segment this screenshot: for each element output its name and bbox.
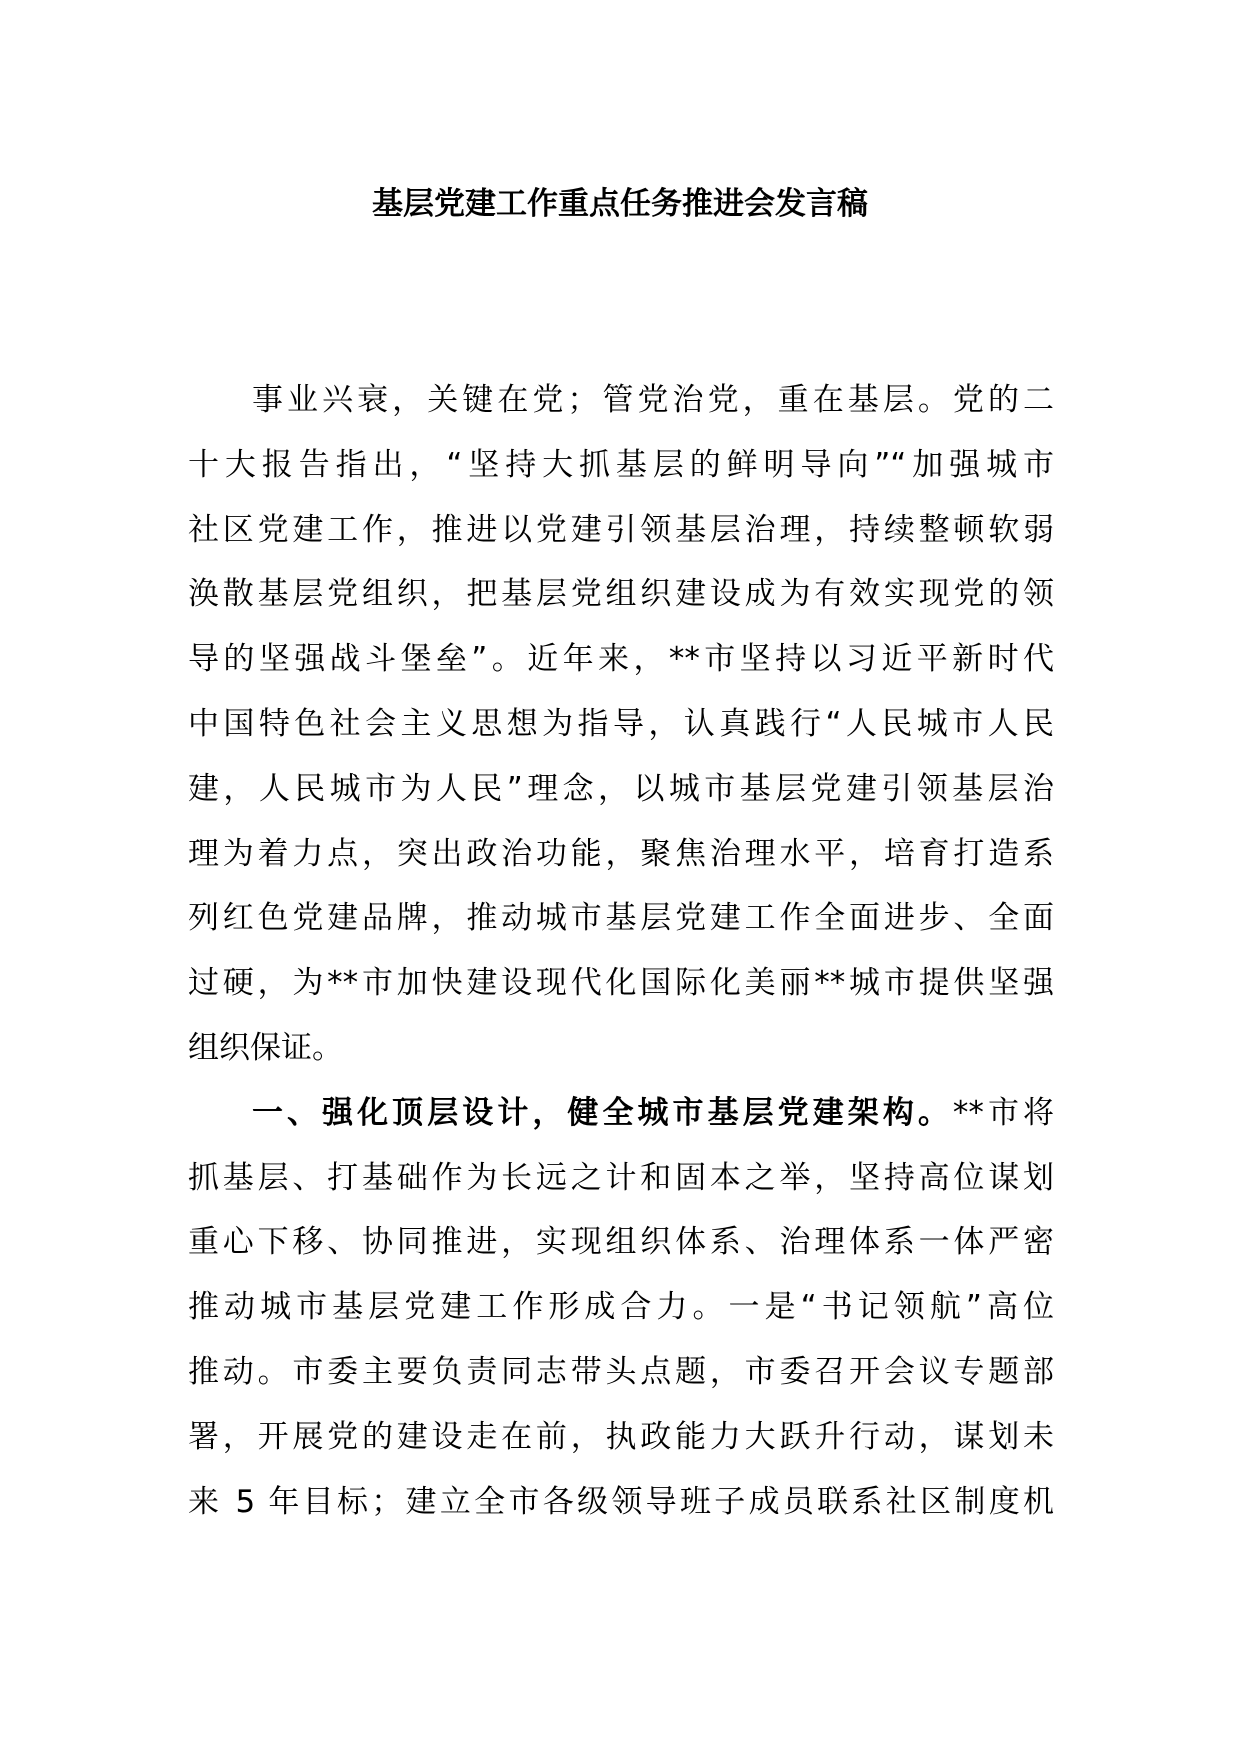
- document-body: [188, 368, 1054, 1568]
- paragraph-line: 导的坚强战斗堡垒”。近年来，**市坚持以习近平新时代: [188, 641, 1054, 678]
- paragraph-line: 推动。市委主要负责同志带头点题，市委召开会议专题部: [188, 1353, 1054, 1390]
- paragraph-line: 事业兴衰，关键在党；管党治党，重在基层。党的二: [252, 382, 1054, 418]
- paragraph-line: 十大报告指出，“坚持大抓基层的鲜明导向”“加强城市: [188, 446, 1054, 483]
- paragraph-section-one: [188, 1081, 1054, 1535]
- document-title: 基层党建工作重点任务推进会发言稿: [372, 186, 868, 222]
- paragraph-line: 过硬，为**市加快建设现代化国际化美丽**城市提供坚强: [188, 965, 1054, 1002]
- paragraph-line: 中国特色社会主义思想为指导，认真践行“人民城市人民: [188, 705, 1054, 742]
- paragraph-first-line: [188, 1081, 1054, 1146]
- paragraph-line: 列红色党建品牌，推动城市基层党建工作全面进步、全面: [188, 900, 1054, 937]
- paragraph-intro: [188, 368, 1054, 1081]
- paragraph-line: 理为着力点，突出政治功能，聚焦治理水平，培育打造系: [188, 835, 1054, 872]
- paragraph-line: 社区党建工作，推进以党建引领基层治理，持续整顿软弱: [188, 511, 1054, 548]
- paragraph-line: 组织保证。: [188, 1029, 343, 1066]
- paragraph-line: 来 5 年目标；建立全市各级领导班子成员联系社区制度机: [188, 1483, 1054, 1520]
- paragraph-line: 建，人民城市为人民”理念，以城市基层党建引领基层治: [188, 770, 1054, 807]
- paragraph-line: 署，开展党的建设走在前，执政能力大跃升行动，谋划未: [188, 1418, 1054, 1455]
- paragraph-line: 涣散基层党组织，把基层党组织建设成为有效实现党的领: [188, 576, 1054, 613]
- section-heading-continuation: **市将: [952, 1094, 1054, 1131]
- paragraph-line: 抓基层、打基础作为长远之计和固本之举，坚持高位谋划: [188, 1159, 1054, 1196]
- section-heading: 一、强化顶层设计，健全城市基层党建架构。: [252, 1094, 953, 1131]
- paragraph-line: 推动城市基层党建工作形成合力。一是“书记领航”高位: [188, 1289, 1054, 1326]
- paragraph-line: 重心下移、协同推进，实现组织体系、治理体系一体严密: [188, 1224, 1054, 1261]
